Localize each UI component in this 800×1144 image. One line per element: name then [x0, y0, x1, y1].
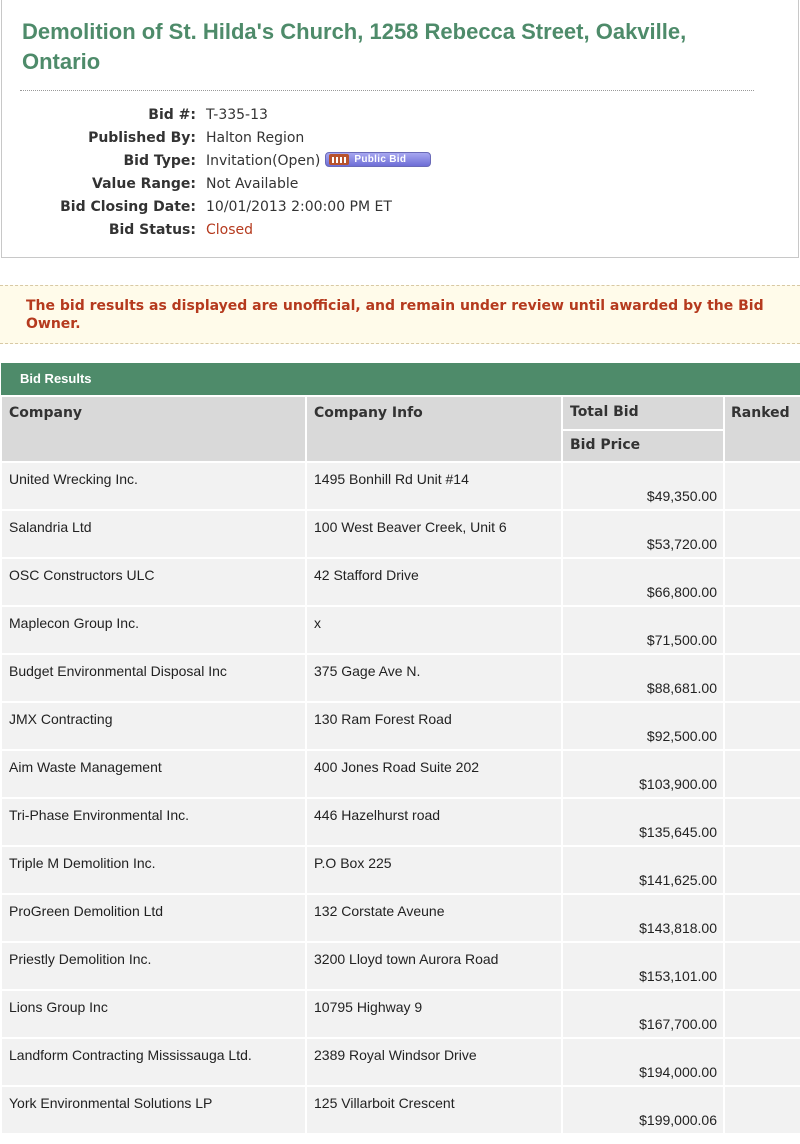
company-cell-text: Tri-Phase Environmental Inc.: [9, 807, 189, 823]
bid-header-panel: [1, 0, 799, 258]
company-info-cell: [307, 463, 561, 509]
company-cell: [2, 943, 305, 989]
notice-text: The bid results as displayed are unofficial, and remain under review until awarded by the Bid Owner.: [26, 298, 764, 332]
bid-info-list: [2, 105, 762, 243]
public-bid-badge-label: Public Bid: [354, 154, 407, 165]
company-info-cell: [307, 1039, 561, 1085]
company-info-cell-text: 1495 Bonhill Rd Unit #14: [314, 471, 469, 487]
ranked-cell: [725, 799, 800, 845]
bid-price-cell: [563, 463, 723, 509]
ranked-cell-text: [725, 751, 800, 759]
company-cell: [2, 1039, 305, 1085]
ranked-cell: [725, 559, 800, 605]
column-header-bid-price: Bid Price: [563, 431, 723, 461]
ranked-cell: [725, 847, 800, 893]
company-cell-text: Budget Environmental Disposal Inc: [9, 663, 227, 679]
table-row: [2, 511, 800, 557]
ranked-cell-text: [725, 703, 800, 711]
company-cell: [2, 847, 305, 893]
bid-price-cell: [563, 559, 723, 605]
ranked-cell: [725, 607, 800, 653]
company-cell-text: Salandria Ltd: [9, 519, 92, 535]
ranked-cell: [725, 943, 800, 989]
ranked-cell: [725, 1087, 800, 1133]
company-info-cell: [307, 655, 561, 701]
bid-results-header: [1, 363, 800, 395]
company-info-cell: [307, 943, 561, 989]
table-row: [2, 847, 800, 893]
closing-date-label: Bid Closing Date:: [60, 199, 196, 215]
value-range-value: Not Available: [206, 176, 299, 192]
bid-number-value: T-335-13: [206, 107, 268, 123]
ranked-cell-text: [725, 511, 800, 519]
building-icon: [329, 154, 349, 165]
ranked-cell-text: [725, 991, 800, 999]
bid-results-body: [2, 463, 800, 1133]
company-info-cell: [307, 847, 561, 893]
table-row: [2, 895, 800, 941]
bid-price-cell-text: $103,900.00: [639, 776, 717, 792]
bid-price-cell: [563, 511, 723, 557]
column-header-company-info: Company Info: [307, 397, 561, 461]
bid-price-cell-text: $88,681.00: [646, 680, 717, 696]
company-cell-text: ProGreen Demolition Ltd: [9, 903, 164, 919]
table-row: [2, 559, 800, 605]
bid-price-cell: [563, 847, 723, 893]
unofficial-results-notice: [0, 285, 800, 344]
bid-status-label: Bid Status:: [108, 222, 196, 238]
company-info-cell-text: 10795 Highway 9: [314, 999, 423, 1015]
company-cell: [2, 463, 305, 509]
ranked-cell-text: [725, 559, 800, 567]
company-info-cell-text: 375 Gage Ave N.: [314, 663, 421, 679]
bid-status-value: Closed: [206, 222, 254, 238]
bid-number-row: [2, 105, 762, 128]
company-info-cell-text: 400 Jones Road Suite 202: [314, 759, 480, 775]
ranked-cell: [725, 511, 800, 557]
company-info-cell: [307, 799, 561, 845]
ranked-cell: [725, 655, 800, 701]
bid-results-panel: [1, 395, 800, 1144]
public-bid-badge: [325, 152, 431, 167]
column-header-company: Company: [2, 397, 305, 461]
company-cell-text: OSC Constructors ULC: [9, 567, 155, 583]
bid-price-cell-text: $153,101.00: [639, 968, 717, 984]
company-info-cell-text: 130 Ram Forest Road: [314, 711, 452, 727]
bid-price-cell: [563, 991, 723, 1037]
ranked-cell: [725, 703, 800, 749]
published-by-row: [2, 128, 762, 151]
company-info-cell: [307, 751, 561, 797]
bid-price-cell-text: $71,500.00: [646, 632, 717, 648]
company-cell: [2, 799, 305, 845]
company-cell: [2, 607, 305, 653]
ranked-cell-text: [725, 655, 800, 663]
bid-price-cell: [563, 751, 723, 797]
company-cell: [2, 751, 305, 797]
table-row: [2, 655, 800, 701]
bid-type-value-wrap: [206, 151, 431, 171]
bid-price-cell-text: $92,500.00: [646, 728, 717, 744]
company-cell-text: Lions Group Inc: [9, 999, 108, 1015]
company-info-cell: [307, 559, 561, 605]
bid-price-cell-text: $199,000.06: [639, 1112, 717, 1128]
bid-price-cell-text: $194,000.00: [639, 1064, 717, 1080]
company-cell-text: Aim Waste Management: [9, 759, 162, 775]
company-cell: [2, 991, 305, 1037]
company-info-cell: [307, 703, 561, 749]
ranked-cell-text: [725, 847, 800, 855]
table-row: [2, 943, 800, 989]
ranked-cell: [725, 1039, 800, 1085]
bid-price-cell: [563, 607, 723, 653]
bid-number-label: Bid #:: [148, 107, 196, 123]
company-info-cell-text: 132 Corstate Aveune: [314, 903, 445, 919]
ranked-cell: [725, 895, 800, 941]
company-cell: [2, 655, 305, 701]
company-cell: [2, 511, 305, 557]
ranked-cell-text: [725, 607, 800, 615]
company-cell-text: York Environmental Solutions LP: [9, 1095, 213, 1111]
bid-price-cell: [563, 943, 723, 989]
company-cell: [2, 1087, 305, 1133]
company-info-cell: [307, 511, 561, 557]
company-info-cell: [307, 1087, 561, 1133]
column-header-ranked: Ranked: [725, 397, 800, 461]
company-cell-text: United Wrecking Inc.: [9, 471, 138, 487]
ranked-cell: [725, 463, 800, 509]
table-row: [2, 607, 800, 653]
company-info-cell: [307, 607, 561, 653]
table-row: [2, 703, 800, 749]
bid-results-title: Bid Results: [20, 371, 92, 386]
published-by-value: Halton Region: [206, 130, 305, 146]
bid-price-cell-text: $135,645.00: [639, 824, 717, 840]
table-row: [2, 463, 800, 509]
published-by-label: Published By:: [88, 130, 196, 146]
value-range-label: Value Range:: [92, 176, 196, 192]
page-title: Demolition of St. Hilda's Church, 1258 Rebecca Street, Oakville, Ontario: [22, 19, 687, 74]
ranked-cell-text: [725, 463, 800, 471]
company-info-cell: [307, 895, 561, 941]
table-row: [2, 1039, 800, 1085]
company-info-cell-text: P.O Box 225: [314, 855, 392, 871]
bid-price-cell: [563, 1087, 723, 1133]
company-cell-text: Maplecon Group Inc.: [9, 615, 139, 631]
company-cell-text: Landform Contracting Mississauga Ltd.: [9, 1047, 252, 1063]
bid-price-cell-text: $53,720.00: [646, 536, 717, 552]
bid-results-table: [0, 395, 800, 1135]
company-cell: [2, 559, 305, 605]
table-row: [2, 799, 800, 845]
bid-type-value: Invitation(Open): [206, 153, 321, 169]
company-info-cell-text: 125 Villarboit Crescent: [314, 1095, 455, 1111]
bid-price-cell-text: $141,625.00: [639, 872, 717, 888]
bid-type-label: Bid Type:: [123, 153, 196, 169]
bid-price-cell: [563, 799, 723, 845]
company-cell-text: JMX Contracting: [9, 711, 113, 727]
bid-status-row: [2, 220, 762, 243]
closing-date-row: [2, 197, 762, 220]
ranked-cell-text: [725, 1087, 800, 1095]
table-row: [2, 991, 800, 1037]
bid-price-cell-text: $167,700.00: [639, 1016, 717, 1032]
company-info-cell-text: 42 Stafford Drive: [314, 567, 419, 583]
ranked-cell: [725, 991, 800, 1037]
ranked-cell: [725, 751, 800, 797]
company-info-cell-text: 3200 Lloyd town Aurora Road: [314, 951, 499, 967]
bid-price-cell: [563, 703, 723, 749]
table-row: [2, 751, 800, 797]
bid-type-row: [2, 151, 762, 174]
ranked-cell-text: [725, 943, 800, 951]
company-info-cell-text: 2389 Royal Windsor Drive: [314, 1047, 477, 1063]
bid-price-cell: [563, 895, 723, 941]
dotted-divider: [20, 90, 754, 91]
bid-price-cell: [563, 655, 723, 701]
column-header-total-bid: Total Bid: [563, 397, 723, 429]
bid-price-cell: [563, 1039, 723, 1085]
company-info-cell-text: 100 West Beaver Creek, Unit 6: [314, 519, 507, 535]
ranked-cell-text: [725, 1039, 800, 1047]
company-cell: [2, 703, 305, 749]
company-info-cell-text: 446 Hazelhurst road: [314, 807, 441, 823]
bid-price-cell-text: $143,818.00: [639, 920, 717, 936]
company-cell-text: Triple M Demolition Inc.: [9, 855, 156, 871]
bid-price-cell-text: $66,800.00: [646, 584, 717, 600]
company-cell-text: Priestly Demolition Inc.: [9, 951, 152, 967]
ranked-cell-text: [725, 799, 800, 807]
company-info-cell-text: x: [314, 615, 321, 631]
company-info-cell: [307, 991, 561, 1037]
closing-date-value: 10/01/2013 2:00:00 PM ET: [206, 199, 392, 215]
bid-price-cell-text: $49,350.00: [646, 488, 717, 504]
company-cell: [2, 895, 305, 941]
value-range-row: [2, 174, 762, 197]
table-row: [2, 1087, 800, 1133]
ranked-cell-text: [725, 895, 800, 903]
